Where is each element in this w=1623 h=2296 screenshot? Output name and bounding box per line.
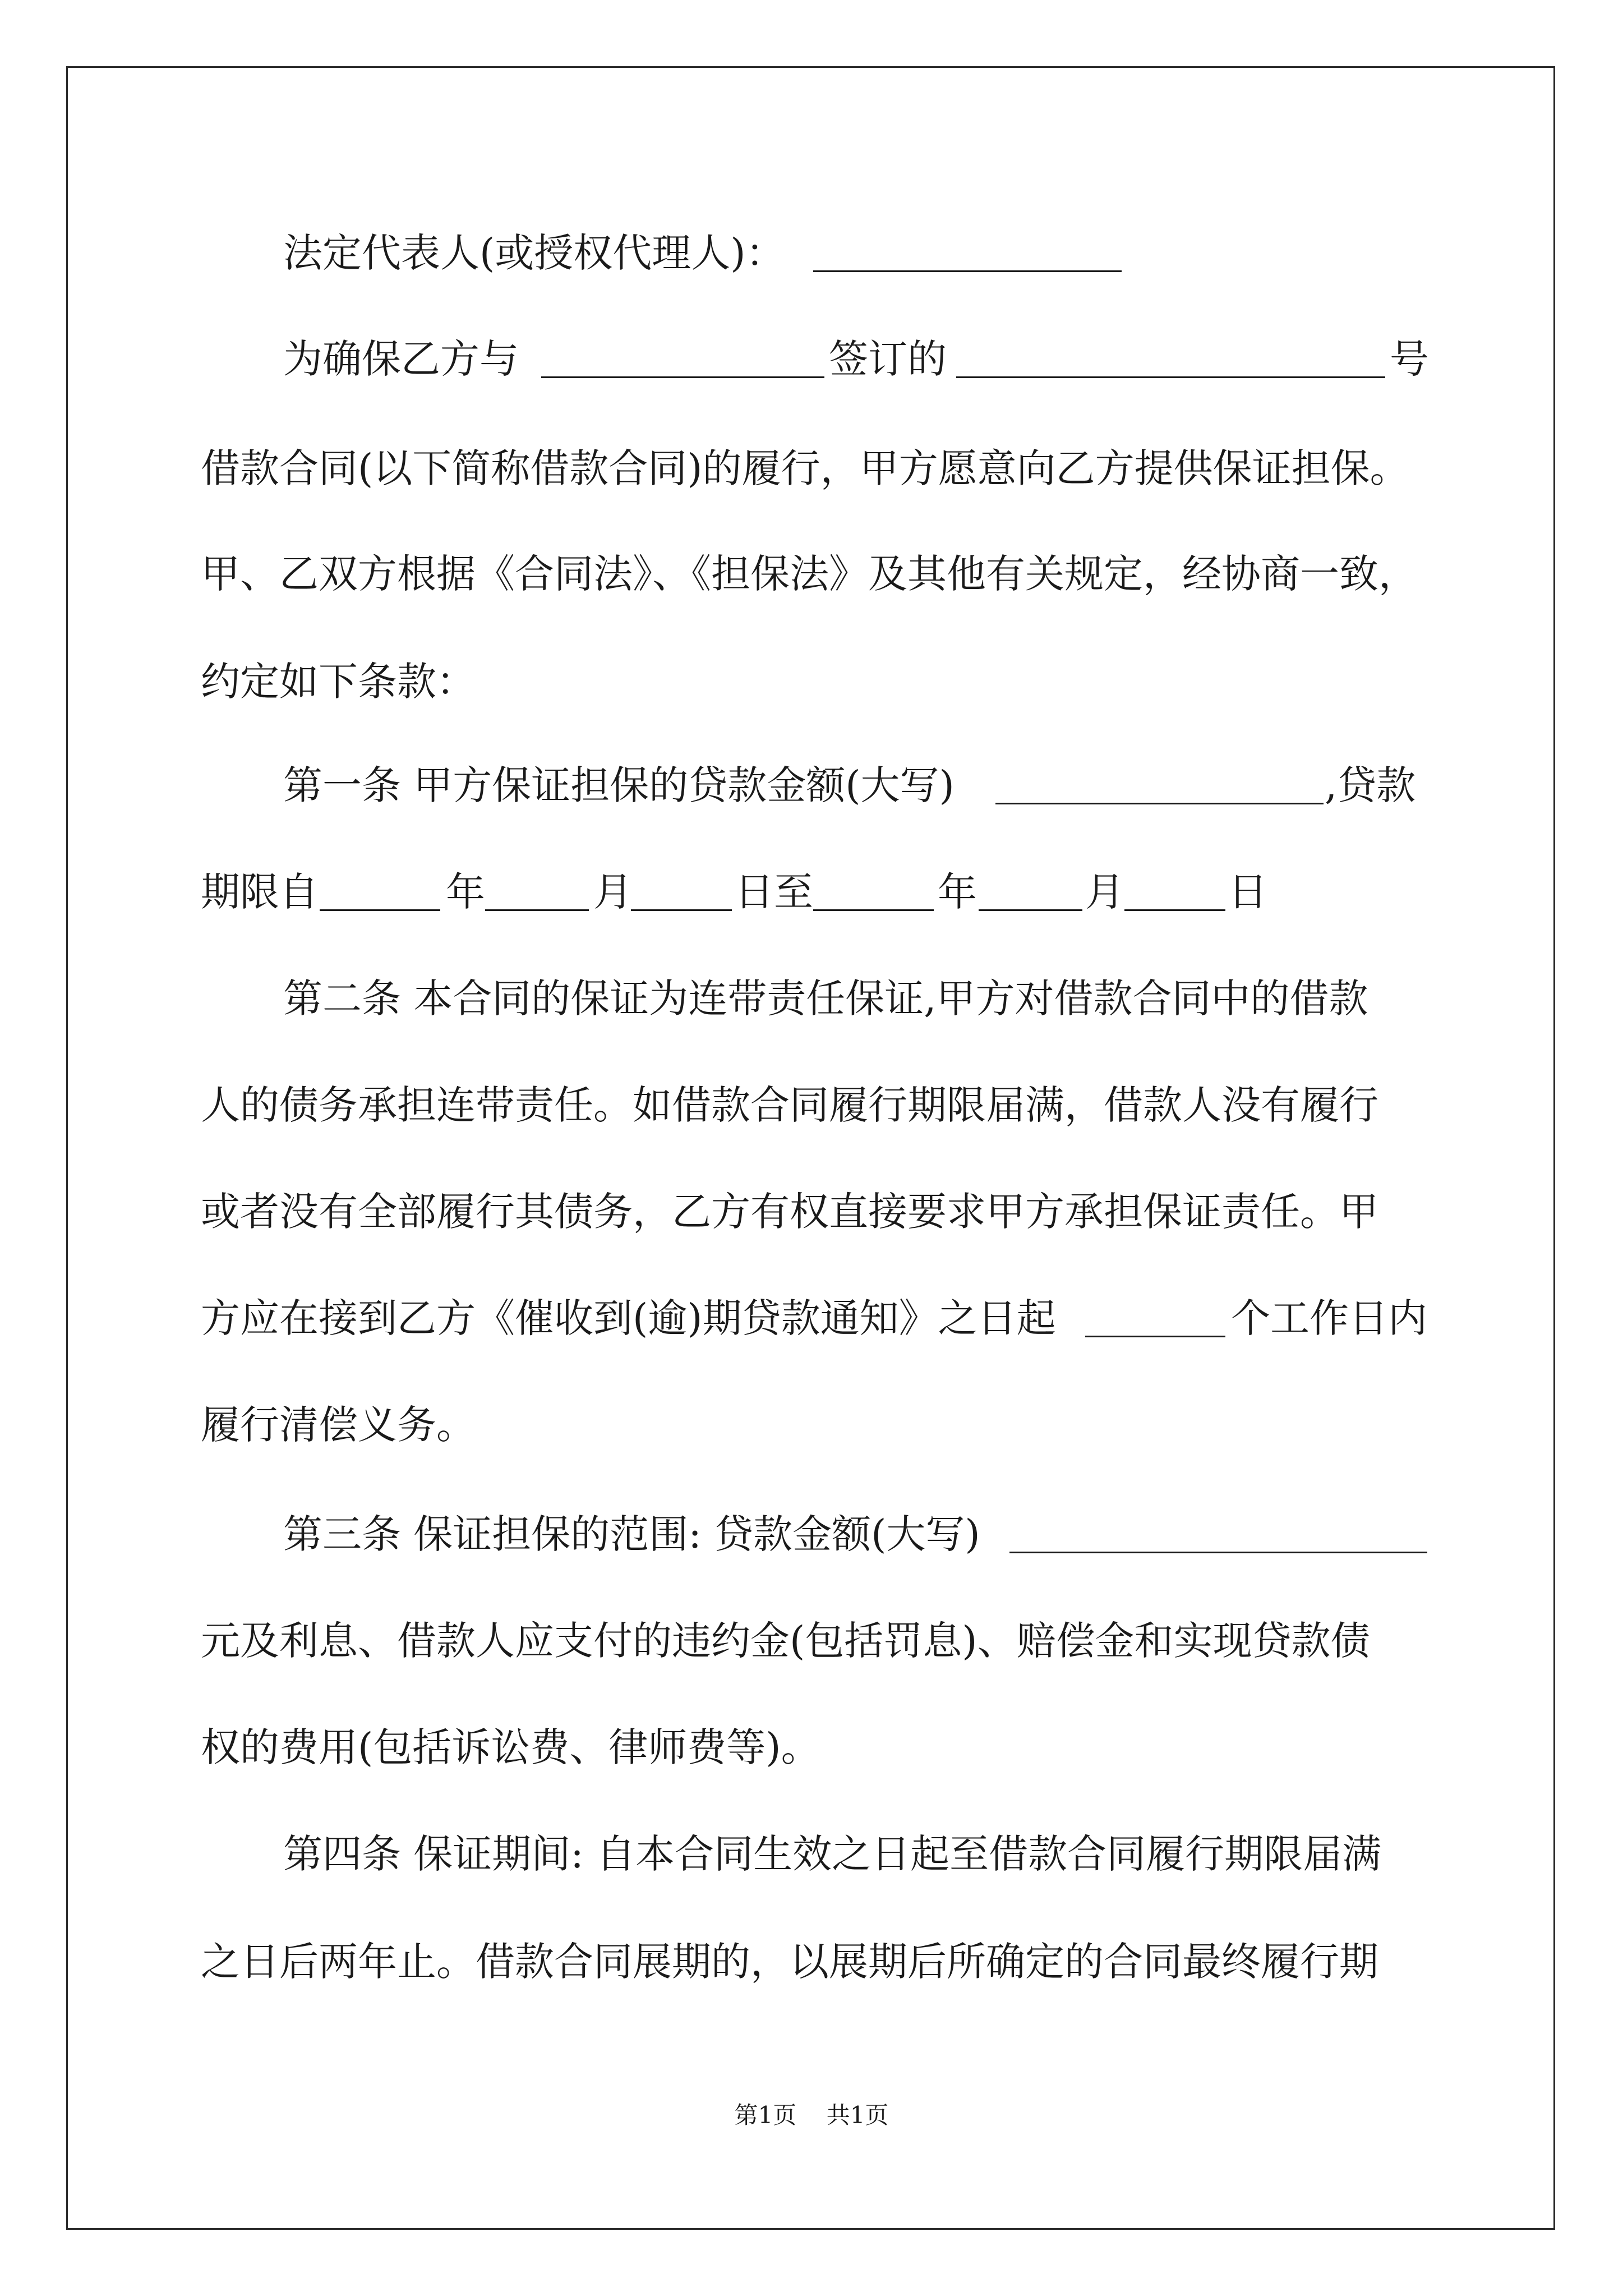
page-number: 第1页 xyxy=(734,2101,797,2129)
text-segment: 年 xyxy=(938,869,977,915)
text-segment: 履行清偿义务。 xyxy=(201,1402,476,1448)
text-segment: 权的费用(包括诉讼费、律师费等)。 xyxy=(201,1724,820,1770)
article-2-heading: 第二条 本合同的保证为连带责任保证,甲方对借款合同中的借款 xyxy=(283,976,1368,1022)
blank-loan-amount[interactable] xyxy=(995,803,1324,804)
blank-start-year[interactable] xyxy=(320,909,440,911)
article-4-heading: 第四条 保证期间: 自本合同生效之日起至借款合同履行期限届满 xyxy=(283,1831,1382,1877)
text-segment: 甲、乙双方根据《合同法》、《担保法》及其他有关规定，经协商一致， xyxy=(201,551,1418,597)
text-segment: ,贷款 xyxy=(1325,762,1416,808)
text-segment: 日 xyxy=(1228,869,1267,915)
text-segment: 或者没有全部履行其债务，乙方有权直接要求甲方承担保证责任。甲 xyxy=(201,1189,1378,1235)
blank-end-year[interactable] xyxy=(813,909,934,911)
blank-guarantee-amount[interactable] xyxy=(1009,1552,1427,1553)
text-segment: 月 xyxy=(1085,869,1124,915)
blank-party[interactable] xyxy=(541,376,824,378)
text-segment: 约定如下条款： xyxy=(201,659,476,705)
article-3-heading: 第三条 保证担保的范围: 贷款金额(大写) xyxy=(283,1511,980,1557)
blank-end-month[interactable] xyxy=(979,909,1082,911)
text-segment: 期限自 xyxy=(201,869,319,915)
blank-end-day[interactable] xyxy=(1124,909,1225,911)
text-segment: 元及利息、借款人应支付的违约金(包括罚息)、赔偿金和实现贷款债 xyxy=(201,1618,1370,1664)
text-segment: 月 xyxy=(593,869,633,915)
blank-start-day[interactable] xyxy=(631,909,732,911)
text-segment: 方应在接到乙方《催收到(逾)期贷款通知》之日起 xyxy=(201,1295,1056,1341)
article-1-heading: 第一条 甲方保证担保的贷款金额(大写) xyxy=(283,762,955,808)
text-segment: 借款合同(以下简称借款合同)的履行，甲方愿意向乙方提供保证担保。 xyxy=(201,445,1409,491)
blank-contract-number[interactable] xyxy=(956,376,1385,378)
text-segment: 个工作日内 xyxy=(1231,1295,1427,1341)
text-segment: 人的债务承担连带责任。如借款合同履行期限届满，借款人没有履行 xyxy=(201,1082,1378,1128)
text-segment: 之日后两年止。借款合同展期的，以展期后所确定的合同最终履行期 xyxy=(201,1939,1378,1985)
page-footer xyxy=(0,2101,1623,2129)
page-total: 共1页 xyxy=(826,2101,889,2129)
blank-start-month[interactable] xyxy=(485,909,589,911)
text-segment: 年 xyxy=(446,869,485,915)
blank-legal-representative[interactable] xyxy=(813,270,1122,272)
text-segment: 号 xyxy=(1390,336,1429,382)
blank-working-days[interactable] xyxy=(1085,1336,1225,1337)
label-legal-representative: 法定代表人(或授权代理人)： xyxy=(283,230,785,276)
text-segment: 签订的 xyxy=(829,336,947,382)
page-border xyxy=(66,66,1555,2230)
text-segment: 为确保乙方与 xyxy=(283,336,519,382)
text-segment: 日至 xyxy=(735,869,813,915)
